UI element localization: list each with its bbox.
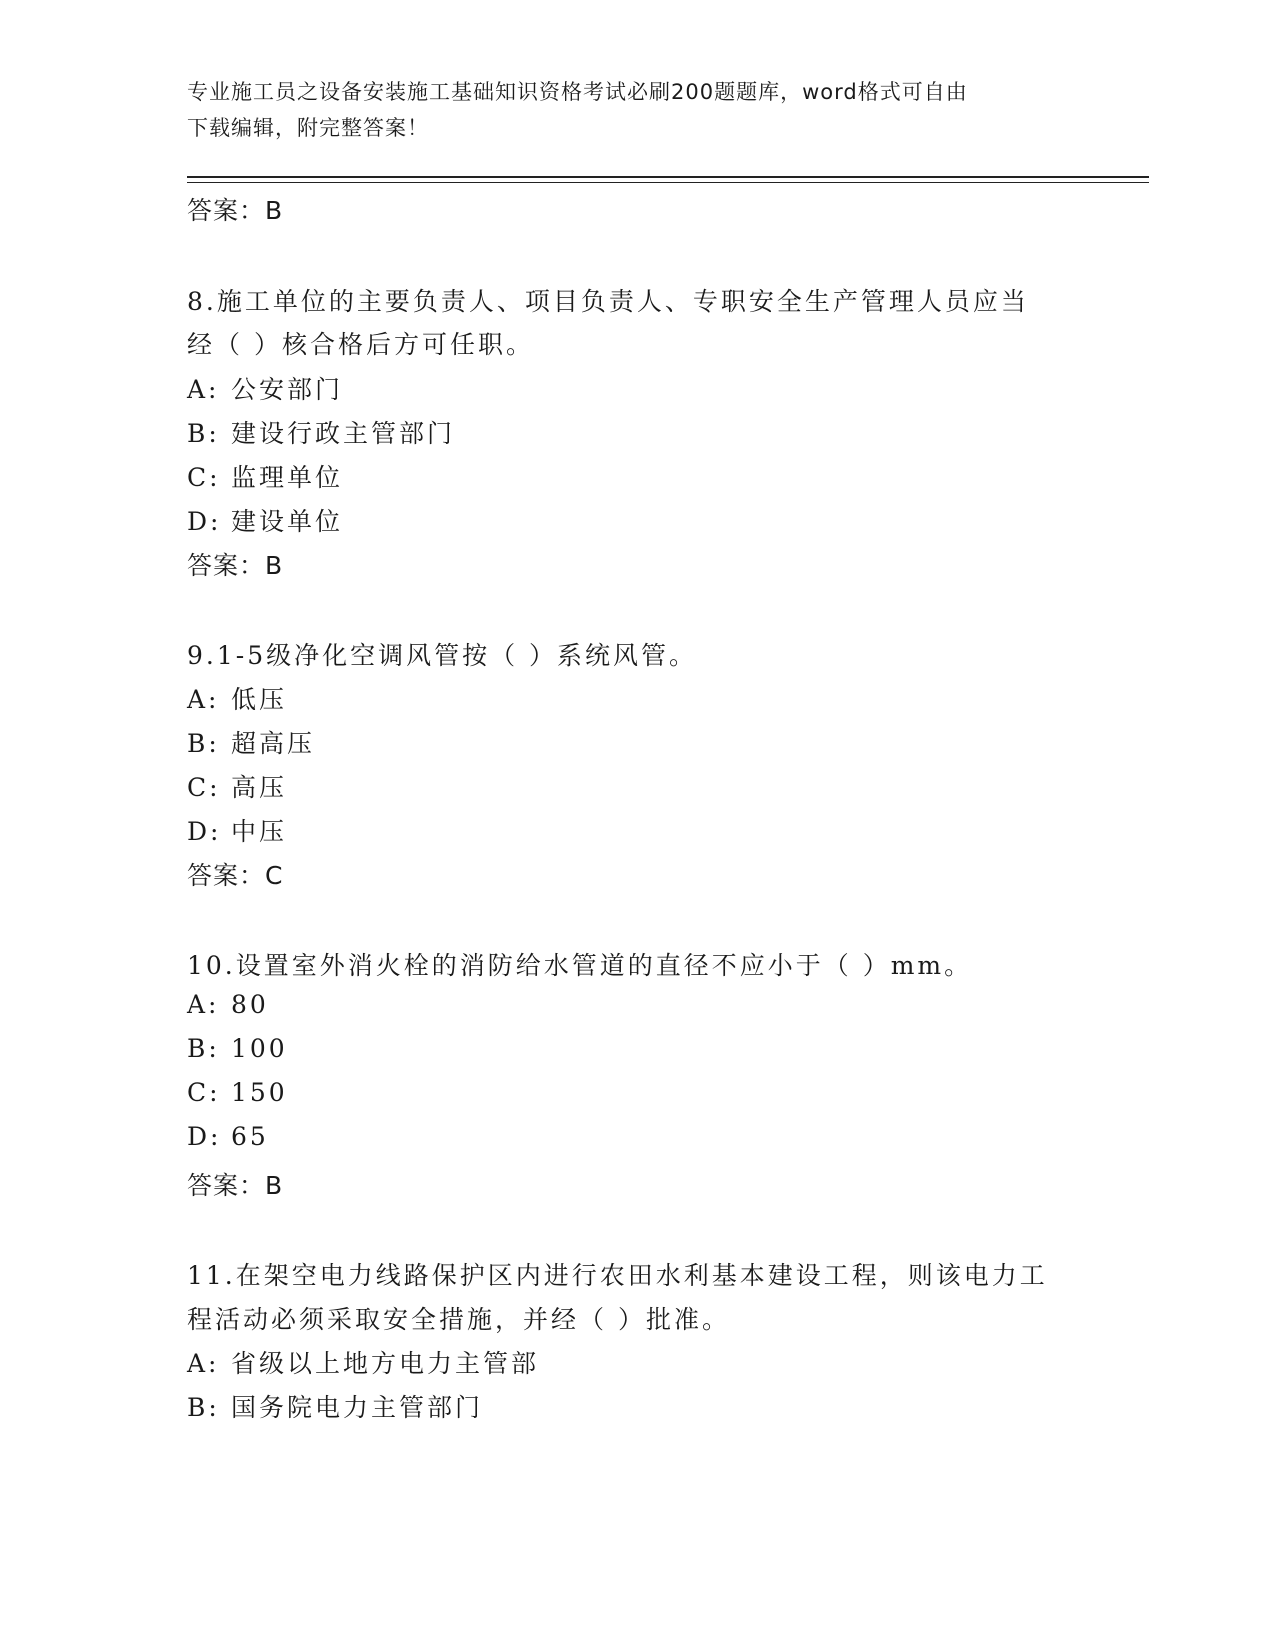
option-text: 监理单位 — [231, 463, 344, 492]
option-label: B: — [187, 1034, 220, 1063]
option-label: A: — [187, 375, 220, 404]
page-header — [187, 74, 1087, 146]
q11-option-b — [187, 1388, 483, 1424]
option-label: D: — [187, 507, 222, 536]
q8-option-b — [187, 414, 455, 450]
option-label: B: — [187, 1393, 220, 1422]
option-text: 150 — [231, 1078, 288, 1107]
option-label: B: — [187, 729, 220, 758]
answer-q7: 答案：B — [187, 196, 284, 225]
option-label: A: — [187, 1349, 220, 1378]
header-line-1: 专业施工员之设备安装施工基础知识资格考试必刷200题题库，word格式可自由 — [187, 80, 968, 104]
option-label: B: — [187, 419, 220, 448]
q11-option-a — [187, 1344, 539, 1380]
option-label: A: — [187, 990, 220, 1019]
answer-q9: 答案：C — [187, 861, 284, 890]
header-rule-thin — [187, 182, 1149, 183]
option-text: 国务院电力主管部门 — [231, 1393, 484, 1422]
option-text: 65 — [231, 1122, 269, 1151]
q8-option-c — [187, 458, 343, 494]
q8-text-line-2: 经（ ）核合格后方可任职。 — [187, 330, 534, 359]
q10-option-a — [187, 990, 269, 1019]
option-text: 建设行政主管部门 — [231, 419, 456, 448]
option-text: 低压 — [231, 685, 288, 714]
option-text: 超高压 — [231, 729, 316, 758]
q9-text-line-1: 9.1-5级净化空调风管按（ ）系统风管。 — [187, 641, 698, 670]
q11-text-line-1: 11.在架空电力线路保护区内进行农田水利基本建设工程，则该电力工 — [187, 1261, 1048, 1290]
option-text: 中压 — [231, 817, 288, 846]
q8-option-d — [187, 502, 343, 538]
q9-option-d — [187, 812, 287, 848]
option-label: C: — [187, 463, 221, 492]
option-label: A: — [187, 685, 220, 714]
header-line-2: 下载编辑，附完整答案！ — [187, 116, 429, 140]
option-text: 建设单位 — [231, 507, 344, 536]
option-label: D: — [187, 1122, 222, 1151]
q8-text-line-1: 8.施工单位的主要负责人、项目负责人、专职安全生产管理人员应当 — [187, 287, 1029, 316]
q10-option-b — [187, 1034, 288, 1063]
q8-option-a — [187, 370, 343, 406]
q11-text-line-2: 程活动必须采取安全措施，并经（ ）批准。 — [187, 1305, 730, 1334]
option-label: C: — [187, 1078, 221, 1107]
q9-option-c — [187, 768, 287, 804]
option-text: 100 — [231, 1034, 288, 1063]
option-text: 高压 — [231, 773, 288, 802]
header-rule-thick — [187, 176, 1149, 178]
answer-q8: 答案：B — [187, 551, 284, 580]
option-text: 80 — [231, 990, 269, 1019]
option-label: C: — [187, 773, 221, 802]
q10-option-c — [187, 1078, 288, 1107]
option-text: 省级以上地方电力主管部 — [231, 1349, 540, 1378]
option-label: D: — [187, 817, 222, 846]
option-text: 公安部门 — [231, 375, 344, 404]
q10-option-d — [187, 1122, 269, 1151]
q10-text-line-1: 10.设置室外消火栓的消防给水管道的直径不应小于（ ）mm。 — [187, 951, 973, 980]
answer-q10: 答案：B — [187, 1171, 284, 1200]
q9-option-b — [187, 724, 315, 760]
q9-option-a — [187, 680, 287, 716]
